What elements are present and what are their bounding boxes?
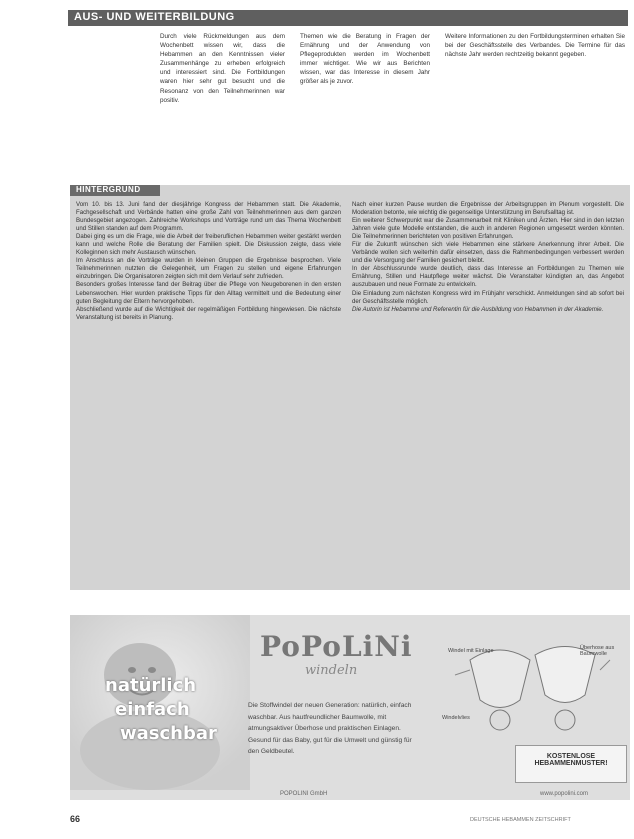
box-paragraph: Nach einer kurzen Pause wurden die Ergebnisse der Arbeitsgruppen im Plenum vorgestellt. Die Moderation betonte, wie wichtig die gegenseitige Unterstützung im Berufsalltag ist. [352,201,624,217]
box-label-text: HINTERGRUND [76,185,141,194]
cta-line-2: HEBAMMENMUSTER! [534,760,608,767]
article-column-3 [445,32,625,59]
article-paragraph: Durch viele Rückmeldungen aus dem Wochenbett wissen wir, dass die Hebammen an den Kenntnissen vieler Zusammenhänge zu erheben erfolgreich und interessiert sind. Die Fortbildungen waren hier sehr gut besucht und die Resonanz von den Teilnehmerinnen war positiv. [160,33,285,104]
article-paragraph: Themen wie die Beratung in Fragen der Ernährung und der Anwendung von Pflegeprodukten werden im Wochenbett immer wichtiger. Wie wir aus Berichten wissen, war das Interesse in diesem Jahr größer als je zuvor. [300,33,430,86]
cta-line-1: KOSTENLOSE [546,753,596,760]
box-paragraph: Dabei ging es um die Frage, wie die Arbeit der freiberuflichen Hebammen weiter gestärkt werden kann und welche Rolle die Beratung der Familien spielt. Die Diskussion zeigte, dass viele Kolleginnen sich mehr Austausch wünschen. [76,233,341,257]
box-column-left [76,201,341,322]
box-paragraph: Im Anschluss an die Vorträge wurden in kleinen Gruppen die Ergebnisse besprochen. Viele Teilnehmerinnen nutzten die Gelegenheit, um Fragen zu stellen und eigene Erfahrungen einzubringen. Die Organisatoren zeigten sich mit dem Verlauf sehr zufrieden. [76,257,341,281]
box-column-right [352,201,624,314]
box-paragraph: Ein weiterer Schwerpunkt war die Zusammenarbeit mit Kliniken und Ärzten. Hier sind in den letzten Jahren viele gute Modelle entstanden, die auch in anderen Regionen umgesetzt werden könnten. Die Teilnehmerinnen berichteten von positiven Erfahrungen. [352,217,624,241]
page-number: 66 [70,814,81,824]
article-column-1 [160,32,285,105]
ad-headline-1: natürlich [105,675,197,696]
box-paragraph: Abschließend wurde auf die Wichtigkeit der regelmäßigen Fortbildung hingewiesen. Die nächste Veranstaltung ist bereits in Planung. [76,305,341,321]
ad-body-text: Die Stoffwindel der neuen Generation: natürlich, einfach waschbar. Aus hautfreundlicher Baumwolle, mit atmungsaktiver Überhose und praktischen Einlagen. Gesund für das Baby, gut für die Umwelt und günstig für den Geldbeutel. [248,702,412,755]
box-paragraph: Für die Zukunft wünschen sich viele Hebammen eine stärkere Anerkennung ihrer Arbeit. Die Verbände wollen sich weiterhin dafür einsetzen, dass die Rahmenbedingungen verbessert werden und die Versorgung der Familien gesichert bleibt. [352,241,624,265]
brand-logo: PoPoLiNi [260,630,413,663]
ad-footer-company: POPOLINI GmbH [280,791,328,797]
callout-insert: Windel mit Einlage [448,648,494,654]
article-column-2 [300,32,430,87]
article-paragraph: Weitere Informationen zu den Fortbildungsterminen erhalten Sie bei der Geschäftsstelle des Verbandes. Die Termine für das nächste Jahr werden rechtzeitig bekannt gegeben. [445,33,625,59]
callout-liner: Windelvlies [442,715,470,721]
ad-footer [70,790,630,802]
brand-subtitle: windeln [305,663,358,678]
section-title: AUS- UND WEITERBILDUNG [74,11,235,23]
ad-footer-url[interactable]: www.popolini.com [540,791,589,797]
journal-footer: DEUTSCHE HEBAMMEN ZEITSCHRIFT [470,817,571,823]
advertisement [70,615,630,800]
section-header [68,10,628,26]
cta-box[interactable] [515,745,627,783]
box-paragraph: Die Einladung zum nächsten Kongress wird im Frühjahr verschickt. Anmeldungen sind ab sofort bei der Geschäftsstelle möglich. [352,289,624,305]
callout-cover: Überhose aus Baumwolle [580,645,615,657]
author-signature: Die Autorin ist Hebamme und Referentin für die Ausbildung von Hebammen in der Akademie. [352,305,604,313]
box-paragraph: Vom 10. bis 13. Juni fand der diesjährige Kongress der Hebammen statt. Die Akademie, Fachgesellschaft und Verbände hatten eine große Zahl von Teilnehmerinnen aus dem ganzen Bundesgebiet angezogen. Zahlreiche Workshops und Vorträge rund um das Thema Wochenbett und Stillen standen auf dem Programm. [76,201,341,233]
box-paragraph: In der Abschlussrunde wurde deutlich, dass das Interesse an Fortbildungen zu Themen wie Ernährung, Stillen und Hautpflege weiter wächst. Die Veranstalter kündigten an, das Angebot auszubauen und neue Formate zu entwickeln. [352,265,624,289]
box-label [70,185,160,196]
ad-headline-3: waschbar [120,723,217,744]
box-paragraph: Besonders großes Interesse fand der Beitrag über die Pflege von Neugeborenen in den ersten Lebenswochen. Hier wurden praktische Tipps für den Alltag vermittelt und die Bedeutung einer guten Begleitung der Eltern hervorgehoben. [76,281,341,305]
ad-headline-2: einfach [115,699,190,720]
